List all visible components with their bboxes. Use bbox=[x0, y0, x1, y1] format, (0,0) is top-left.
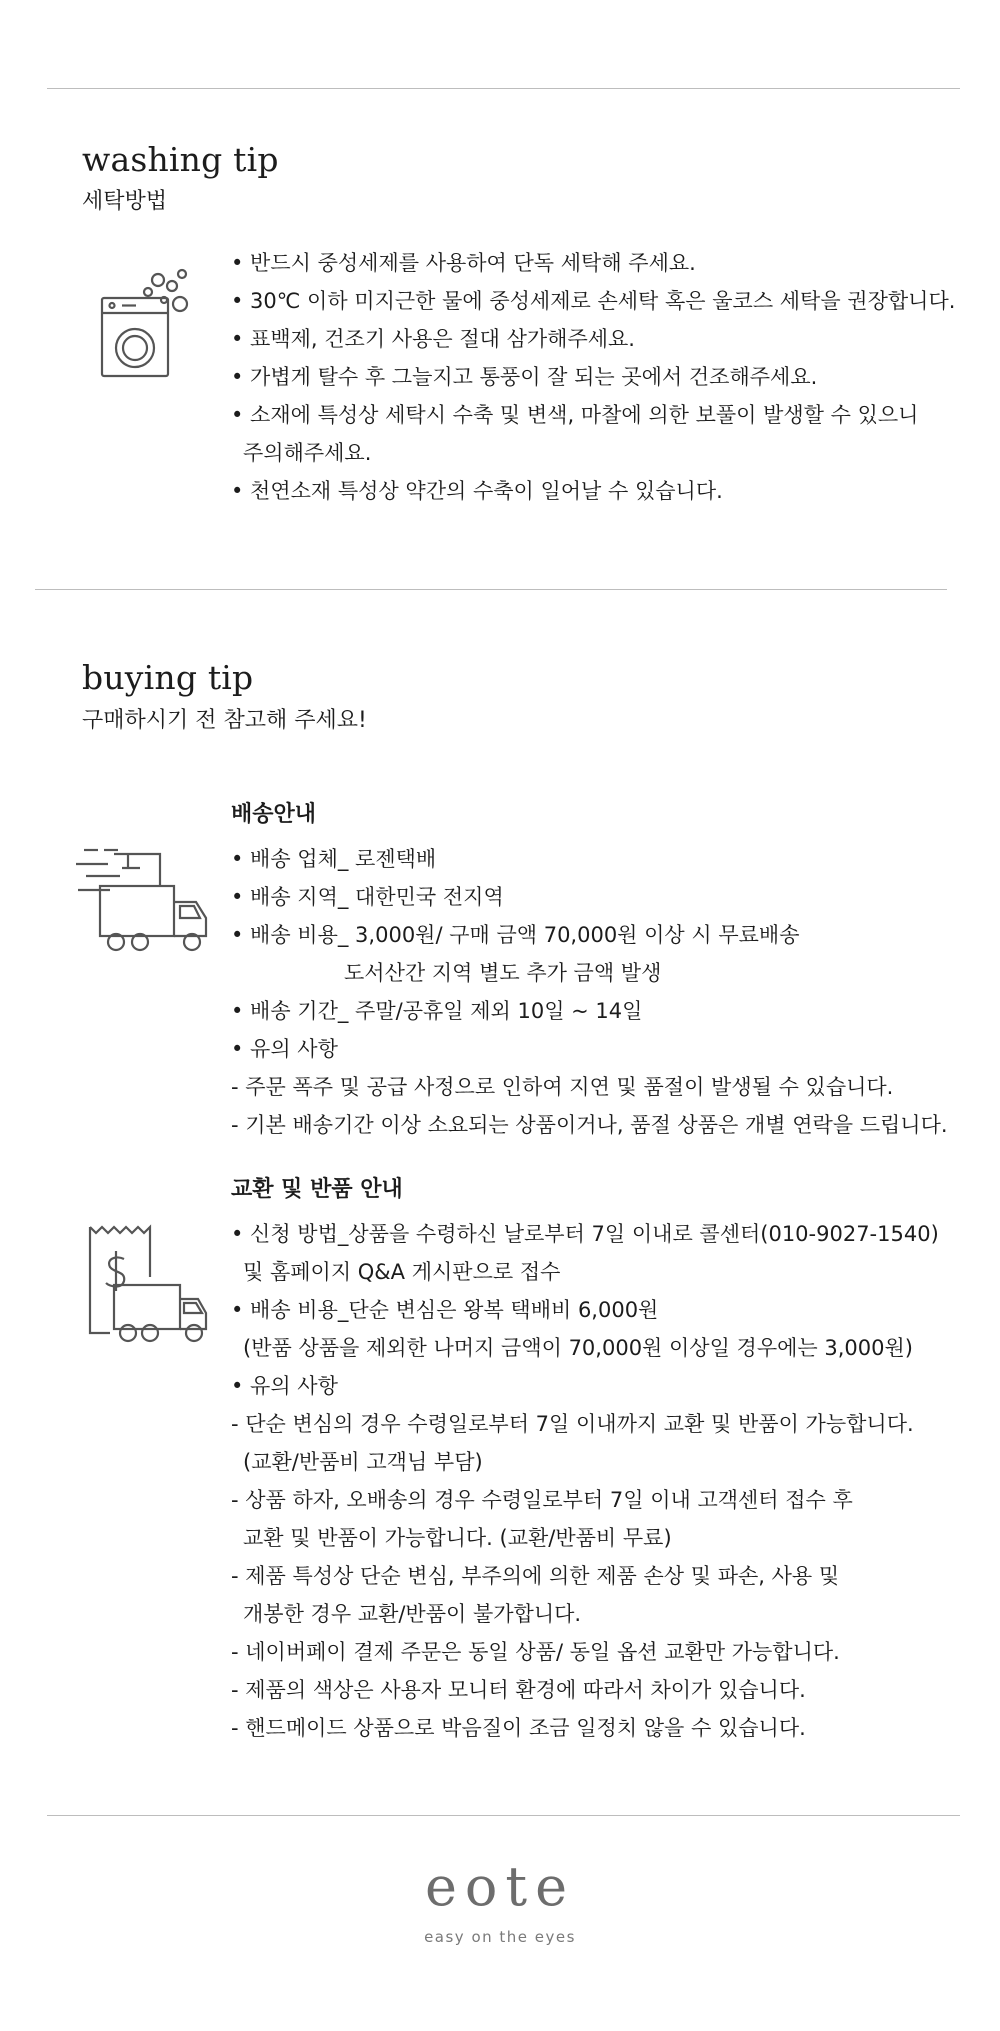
list-item: - 제품 특성상 단순 변심, 부주의에 의한 제품 손상 및 파손, 사용 및 bbox=[231, 1564, 840, 1588]
list-item: - 네이버페이 결제 주문은 동일 상품/ 동일 옵션 교환만 가능합니다. bbox=[231, 1640, 840, 1664]
washing-tip-subtitle: 세탁방법 bbox=[82, 189, 168, 214]
list-item: (교환/반품비 고객님 부담) bbox=[243, 1450, 483, 1474]
list-item: • 배송 비용_단순 변심은 왕복 택배비 6,000원 bbox=[231, 1298, 659, 1322]
washing-tip-title: washing tip bbox=[82, 140, 279, 179]
list-item: - 주문 폭주 및 공급 사정으로 인하여 지연 및 품절이 발생될 수 있습니다. bbox=[231, 1075, 894, 1099]
top-divider bbox=[47, 88, 960, 89]
list-item: 및 홈페이지 Q&A 게시판으로 접수 bbox=[243, 1260, 561, 1284]
shipping-title: 배송안내 bbox=[231, 802, 317, 827]
list-item: • 배송 기간_ 주말/공휴일 제외 10일 ~ 14일 bbox=[231, 999, 643, 1023]
list-item: 교환 및 반품이 가능합니다. (교환/반품비 무료) bbox=[243, 1526, 672, 1550]
list-item: - 기본 배송기간 이상 소요되는 상품이거나, 품절 상품은 개별 연락을 드립니다. bbox=[231, 1113, 948, 1137]
return-title: 교환 및 반품 안내 bbox=[231, 1177, 403, 1202]
list-item: - 단순 변심의 경우 수령일로부터 7일 이내까지 교환 및 반품이 가능합니다. bbox=[231, 1412, 914, 1436]
list-item: • 배송 업체_ 로젠택배 bbox=[231, 847, 437, 871]
list-item: (반품 상품을 제외한 나머지 금액이 70,000원 이상일 경우에는 3,000원) bbox=[243, 1336, 913, 1360]
list-item: 주의해주세요. bbox=[243, 441, 372, 465]
delivery-truck-icon bbox=[74, 846, 210, 960]
list-item: • 배송 비용_ 3,000원/ 구매 금액 70,000원 이상 시 무료배송 bbox=[231, 923, 800, 947]
shipping-info bbox=[231, 796, 948, 1144]
list-item: 도서산간 지역 별도 추가 금액 발생 bbox=[344, 961, 662, 985]
bottom-divider bbox=[47, 1815, 960, 1816]
washing-machine-icon bbox=[96, 268, 196, 387]
washing-tip-list bbox=[231, 244, 955, 510]
list-item: - 제품의 색상은 사용자 모니터 환경에 따라서 차이가 있습니다. bbox=[231, 1678, 806, 1702]
return-info bbox=[231, 1171, 939, 1747]
brand-logo: eote bbox=[424, 1855, 576, 1918]
buying-tip-title: buying tip bbox=[82, 658, 254, 697]
middle-divider bbox=[35, 589, 947, 590]
list-item: • 유의 사항 bbox=[231, 1037, 338, 1061]
list-item: • 소재에 특성상 세탁시 수축 및 변색, 마찰에 의한 보풀이 발생할 수 있으니 bbox=[231, 403, 919, 427]
list-item: • 반드시 중성세제를 사용하여 단독 세탁해 주세요. bbox=[231, 251, 696, 275]
receipt-truck-icon bbox=[86, 1223, 210, 1349]
list-item: • 유의 사항 bbox=[231, 1374, 338, 1398]
list-item: - 상품 하자, 오배송의 경우 수령일로부터 7일 이내 고객센터 접수 후 bbox=[231, 1488, 853, 1512]
list-item: 개봉한 경우 교환/반품이 불가합니다. bbox=[243, 1602, 582, 1626]
list-item: • 표백제, 건조기 사용은 절대 삼가해주세요. bbox=[231, 327, 635, 351]
list-item: • 천연소재 특성상 약간의 수축이 일어날 수 있습니다. bbox=[231, 479, 723, 503]
buying-tip-subtitle: 구매하시기 전 참고해 주세요! bbox=[82, 708, 367, 733]
list-item: - 핸드메이드 상품으로 박음질이 조금 일정치 않을 수 있습니다. bbox=[231, 1716, 806, 1740]
list-item: • 30℃ 이하 미지근한 물에 중성세제로 손세탁 혹은 울코스 세탁을 권장합니다. bbox=[231, 289, 956, 313]
brand-tagline: easy on the eyes bbox=[424, 1928, 576, 1946]
list-item: • 가볍게 탈수 후 그늘지고 통풍이 잘 되는 곳에서 건조해주세요. bbox=[231, 365, 818, 389]
list-item: • 배송 지역_ 대한민국 전지역 bbox=[231, 885, 504, 909]
list-item: • 신청 방법_상품을 수령하신 날로부터 7일 이내로 콜센터(010-9027-1540) bbox=[231, 1222, 939, 1246]
